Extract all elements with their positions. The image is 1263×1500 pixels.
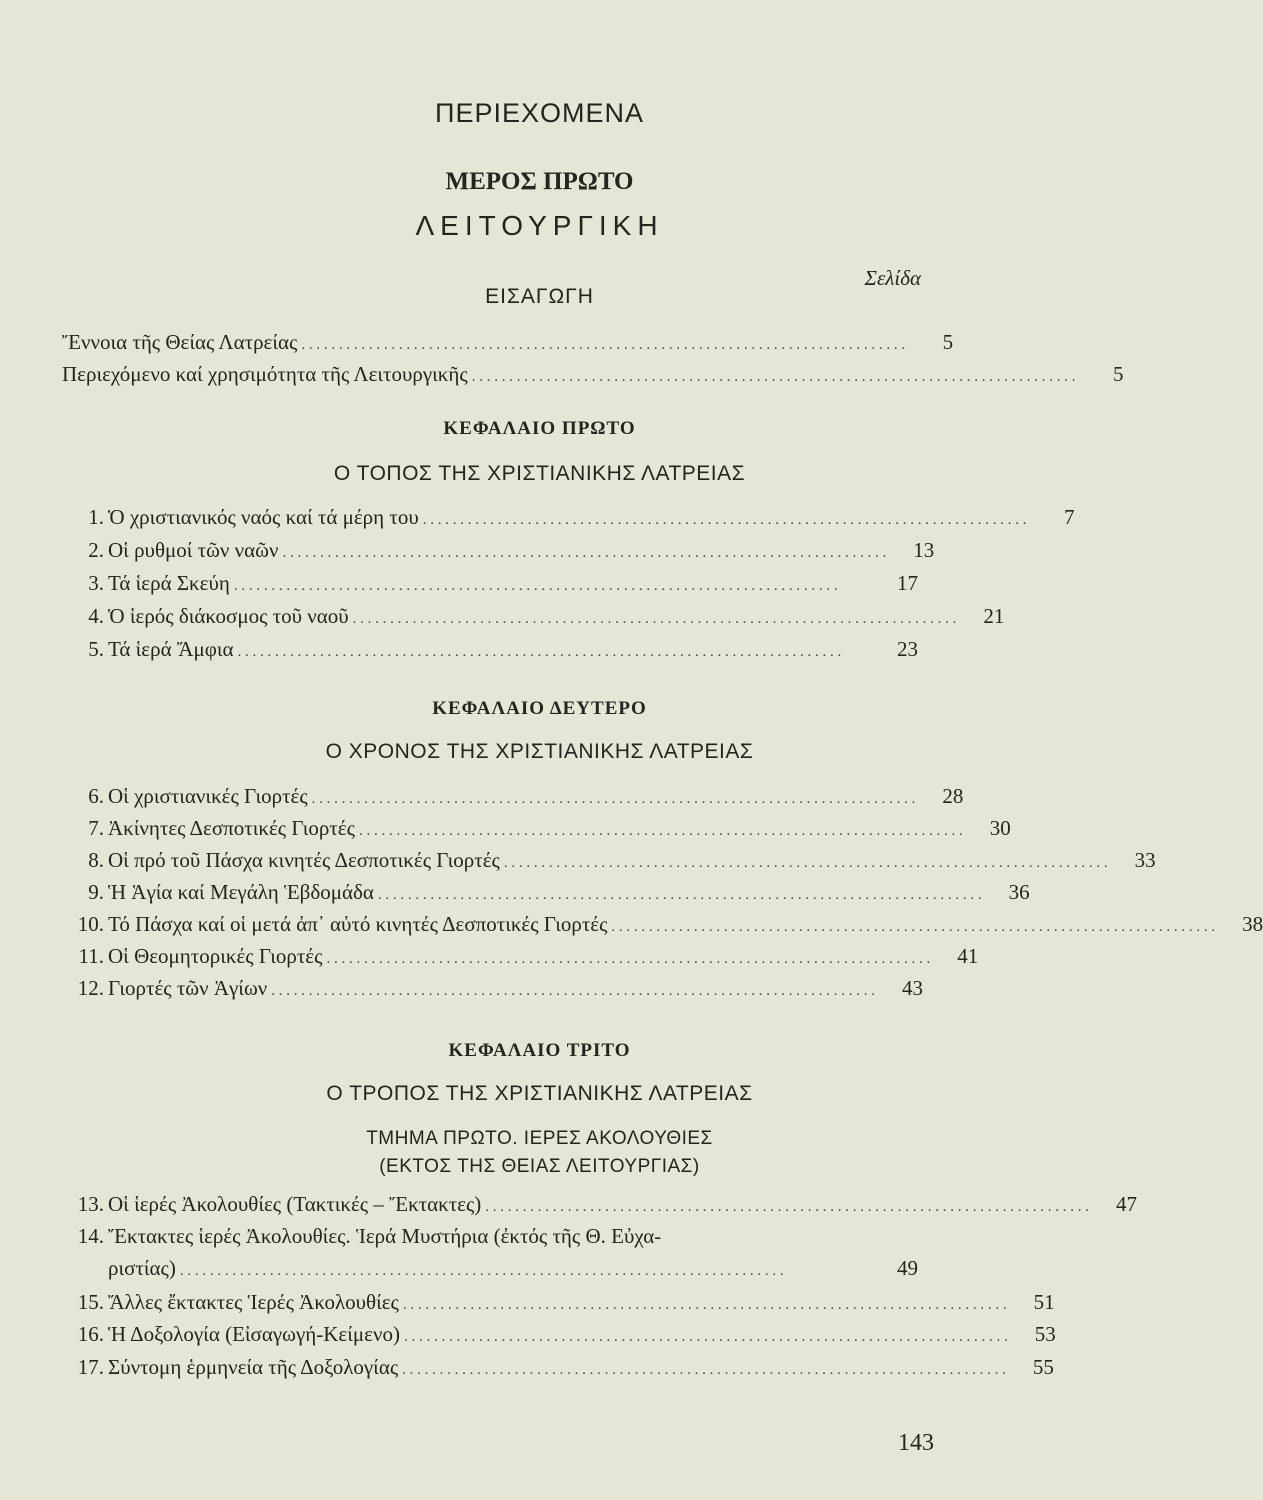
entry-page: 23 — [897, 637, 918, 661]
entry-text: Τά ἱερά Ἄμφια — [108, 637, 234, 661]
dot-leader: . . . . . . . . . . . . . . . . . . . . . . . . . . . . . . . . . . . . . . . . . . . . . . . . . . . . . . . . . . . . . . . . . . . . . . . . . . . . . . . . . — [326, 951, 931, 967]
entry-number: 7. — [88, 816, 104, 840]
entry-number: 14. — [77, 1224, 104, 1248]
toc-entry — [62, 976, 924, 1006]
toc-entry-continuation — [62, 1256, 918, 1286]
toc-entry — [62, 1290, 1055, 1320]
entry-page: 47 — [1116, 1192, 1138, 1216]
part-heading: ΜΕΡΟΣ ΠΡΩΤΟ — [445, 168, 634, 195]
dot-leader: . . . . . . . . . . . . . . . . . . . . . . . . . . . . . . . . . . . . . . . . . . . . . . . . . . . . . . . . . . . . . . . . . . . . . . . . . . . . . . . . . — [352, 611, 957, 627]
entry-number: 5. — [88, 637, 104, 661]
entry-page: 21 — [983, 604, 1005, 628]
entry-page: 55 — [1032, 1355, 1054, 1379]
entry-number: 9. — [88, 880, 104, 904]
entry-page: 49 — [897, 1256, 918, 1280]
entry-page: 33 — [1134, 848, 1156, 872]
chapter-2-label: ΚΕΦΑΛΑΙΟ ΔΕΥΤΕΡΟ — [432, 698, 647, 719]
page-title: ΠΕΡΙΕΧΟΜΕΝΑ — [434, 98, 645, 128]
entry-text: Τά ἱερά Σκεύη — [108, 571, 230, 595]
toc-entry — [62, 1355, 1054, 1385]
entry-text: Ὁ χριστιανικός ναός καί τά μέρη του — [108, 505, 419, 529]
toc-entry — [62, 880, 1030, 910]
entry-number: 1. — [88, 505, 104, 529]
chapter-2-title: Ο ΧΡΟΝΟΣ ΤΗΣ ΧΡΙΣΤΙΑΝΙΚΗΣ ΛΑΤΡΕΙΑΣ — [325, 740, 754, 763]
dot-leader: . . . . . . . . . . . . . . . . . . . . . . . . . . . . . . . . . . . . . . . . . . . . . . . . . . . . . . . . . . . . . . . . . . . . . . . . . . . . . . . . . — [271, 983, 876, 999]
entry-number: 13. — [77, 1192, 104, 1216]
dot-leader: . . . . . . . . . . . . . . . . . . . . . . . . . . . . . . . . . . . . . . . . . . . . . . . . . . . . . . . . . . . . . . . . . . . . . . . . . . . . . . . . . — [377, 887, 982, 903]
toc-entry — [62, 538, 935, 568]
toc-entry — [62, 784, 964, 814]
subject-heading: ΛΕΙΤΟΥΡΓΙΚΗ — [415, 210, 664, 241]
entry-text-continued: ριστίας) — [108, 1256, 176, 1280]
entry-page: 38 — [1242, 912, 1263, 936]
entry-text: Ἀκίνητες Δεσποτικές Γιορτές — [108, 816, 355, 840]
entry-number: 6. — [88, 784, 104, 808]
toc-entry — [62, 848, 1156, 878]
page-number: 143 — [898, 1430, 934, 1456]
dot-leader: . . . . . . . . . . . . . . . . . . . . . . . . . . . . . . . . . . . . . . . . . . . . . . . . . . . . . . . . . . . . . . . . . . . . . . . . . . . . . . . . . — [422, 512, 1027, 528]
dot-leader: . . . . . . . . . . . . . . . . . . . . . . . . . . . . . . . . . . . . . . . . . . . . . . . . . . . . . . . . . . . . . . . . . . . . . . . . . . . . . . . . . — [358, 823, 963, 839]
dot-leader: . . . . . . . . . . . . . . . . . . . . . . . . . . . . . . . . . . . . . . . . . . . . . . . . . . . . . . . . . . . . . . . . . . . . . . . . . . . . . . . . . — [282, 545, 887, 561]
dot-leader: . . . . . . . . . . . . . . . . . . . . . . . . . . . . . . . . . . . . . . . . . . . . . . . . . . . . . . . . . . . . . . . . . . . . . . . . . . . . . . . . . — [611, 919, 1216, 935]
dot-leader: . . . . . . . . . . . . . . . . . . . . . . . . . . . . . . . . . . . . . . . . . . . . . . . . . . . . . . . . . . . . . . . . . . . . . . . . . . . . . . . . . — [485, 1199, 1090, 1215]
entry-text: Οἱ Θεομητορικές Γιορτές — [108, 944, 323, 968]
entry-number: 10. — [77, 912, 104, 936]
dot-leader: . . . . . . . . . . . . . . . . . . . . . . . . . . . . . . . . . . . . . . . . . . . . . . . . . . . . . . . . . . . . . . . . . . . . . . . . . . . . . . . . . — [311, 791, 916, 807]
dot-leader: . . . . . . . . . . . . . . . . . . . . . . . . . . . . . . . . . . . . . . . . . . . . . . . . . . . . . . . . . . . . . . . . . . . . . . . . . . . . . . . . . — [402, 1297, 1007, 1313]
toc-entry — [62, 637, 918, 667]
entry-page: 30 — [989, 816, 1011, 840]
chapter-3-title: Ο ΤΡΟΠΟΣ ΤΗΣ ΧΡΙΣΤΙΑΝΙΚΗΣ ΛΑΤΡΕΙΑΣ — [326, 1082, 753, 1105]
entry-page: 51 — [1033, 1290, 1055, 1314]
entry-number: 12. — [77, 976, 104, 1000]
entry-number: 11. — [78, 944, 104, 968]
entry-page: 41 — [957, 944, 979, 968]
entry-text: Τό Πάσχα καί οἱ μετά ἀπ᾽ αὐτό κινητές Δεσποτικές Γιορτές — [108, 912, 608, 936]
toc-entry — [62, 604, 1005, 634]
entry-page: 5 — [1112, 362, 1124, 386]
section-heading-line-2: (ΕΚΤΟΣ ΤΗΣ ΘΕΙΑΣ ΛΕΙΤΟΥΡΓΙΑΣ) — [379, 1156, 700, 1177]
entry-page: 13 — [913, 538, 935, 562]
entry-text: Οἱ ρυθμοί τῶν ναῶν — [108, 538, 279, 562]
toc-entry — [62, 505, 1075, 535]
entry-number: 15. — [77, 1290, 104, 1314]
entry-text: Οἱ πρό τοῦ Πάσχα κινητές Δεσποτικές Γιορτές — [108, 848, 500, 872]
page-column-label: Σελίδα — [864, 266, 921, 290]
section-heading-line-1: ΤΜΗΜΑ ΠΡΩΤΟ. ΙΕΡΕΣ ΑΚΟΛΟΥΘΙΕΣ — [366, 1128, 713, 1149]
dot-leader: . . . . . . . . . . . . . . . . . . . . . . . . . . . . . . . . . . . . . . . . . . . . . . . . . . . . . . . . . . . . . . . . . . . . . . . . . . . . . . . . . — [233, 578, 838, 594]
entry-text: Οἱ χριστιανικές Γιορτές — [108, 784, 308, 808]
entry-number: 8. — [88, 848, 104, 872]
toc-entry — [62, 330, 954, 360]
entry-page: 28 — [942, 784, 964, 808]
dot-leader: . . . . . . . . . . . . . . . . . . . . . . . . . . . . . . . . . . . . . . . . . . . . . . . . . . . . . . . . . . . . . . . . . . . . . . . . . . . . . . . . . — [403, 1329, 1008, 1345]
dot-leader: . . . . . . . . . . . . . . . . . . . . . . . . . . . . . . . . . . . . . . . . . . . . . . . . . . . . . . . . . . . . . . . . . . . . . . . . . . . . . . . . . — [237, 644, 842, 660]
entry-number: 4. — [88, 604, 104, 628]
toc-entry — [62, 1322, 1056, 1352]
entry-text: Ὁ ἱερός διάκοσμος τοῦ ναοῦ — [108, 604, 349, 628]
entry-page: 5 — [942, 330, 954, 354]
toc-entry — [62, 1224, 918, 1254]
toc-entry — [62, 816, 1011, 846]
entry-number: 17. — [77, 1355, 104, 1379]
toc-entry — [62, 944, 979, 974]
toc-entry — [62, 362, 1124, 392]
entry-text: Περιεχόμενο καί χρησιμότητα τῆς Λειτουργικῆς — [62, 362, 468, 386]
dot-leader: . . . . . . . . . . . . . . . . . . . . . . . . . . . . . . . . . . . . . . . . . . . . . . . . . . . . . . . . . . . . . . . . . . . . . . . . . . . . . . . . . — [301, 337, 906, 353]
entry-number: 2. — [88, 538, 104, 562]
entry-text: Σύντομη ἑρμηνεία τῆς Δοξολογίας — [108, 1355, 399, 1379]
entry-page: 53 — [1034, 1322, 1056, 1346]
chapter-3-label: ΚΕΦΑΛΑΙΟ ΤΡΙΤΟ — [448, 1040, 631, 1061]
toc-entry — [62, 1192, 1138, 1222]
dot-leader: . . . . . . . . . . . . . . . . . . . . . . . . . . . . . . . . . . . . . . . . . . . . . . . . . . . . . . . . . . . . . . . . . . . . . . . . . . . . . . . . . — [471, 369, 1076, 385]
entry-page: 36 — [1008, 880, 1030, 904]
entry-page: 7 — [1063, 505, 1075, 529]
entry-text: Οἱ ἱερές Ἀκολουθίες (Τακτικές – Ἔκτακτες) — [108, 1192, 482, 1216]
dot-leader: . . . . . . . . . . . . . . . . . . . . . . . . . . . . . . . . . . . . . . . . . . . . . . . . . . . . . . . . . . . . . . . . . . . . . . . . . . . . . . . . . — [402, 1362, 1006, 1378]
entry-text: Ἄλλες ἔκτακτες Ἱερές Ἀκολουθίες — [108, 1290, 399, 1314]
chapter-1-label: ΚΕΦΑΛΑΙΟ ΠΡΩΤΟ — [443, 418, 636, 439]
entry-page: 43 — [902, 976, 924, 1000]
toc-entry — [62, 912, 1263, 942]
entry-text: Ἔννοια τῆς Θείας Λατρείας — [62, 330, 298, 354]
entry-text: Γιορτές τῶν Ἁγίων — [108, 976, 268, 1000]
entry-text: Ἡ Ἁγία καί Μεγάλη Ἑβδομάδα — [108, 880, 374, 904]
dot-leader: . . . . . . . . . . . . . . . . . . . . . . . . . . . . . . . . . . . . . . . . . . . . . . . . . . . . . . . . . . . . . . . . . . . . . . . . . . . . . . . . . — [503, 855, 1108, 871]
intro-heading: ΕΙΣΑΓΩΓΗ — [485, 285, 594, 308]
toc-entry — [62, 571, 918, 601]
entry-text: Ἡ Δοξολογία (Εἰσαγωγή-Κείμενο) — [108, 1322, 400, 1346]
chapter-1-title: Ο ΤΟΠΟΣ ΤΗΣ ΧΡΙΣΤΙΑΝΙΚΗΣ ΛΑΤΡΕΙΑΣ — [333, 462, 746, 485]
dot-leader: . . . . . . . . . . . . . . . . . . . . . . . . . . . . . . . . . . . . . . . . . . . . . . . . . . . . . . . . . . . . . . . . . . . . . . . . . . . . . . . . . — [179, 1263, 784, 1279]
entry-page: 17 — [897, 571, 918, 595]
entry-number: 16. — [77, 1322, 104, 1346]
entry-text: Ἔκτακτες ἱερές Ἀκολουθίες. Ἱερά Μυστήρια (ἐκτός τῆς Θ. Εὐχα- — [108, 1224, 662, 1248]
entry-number: 3. — [88, 571, 104, 595]
